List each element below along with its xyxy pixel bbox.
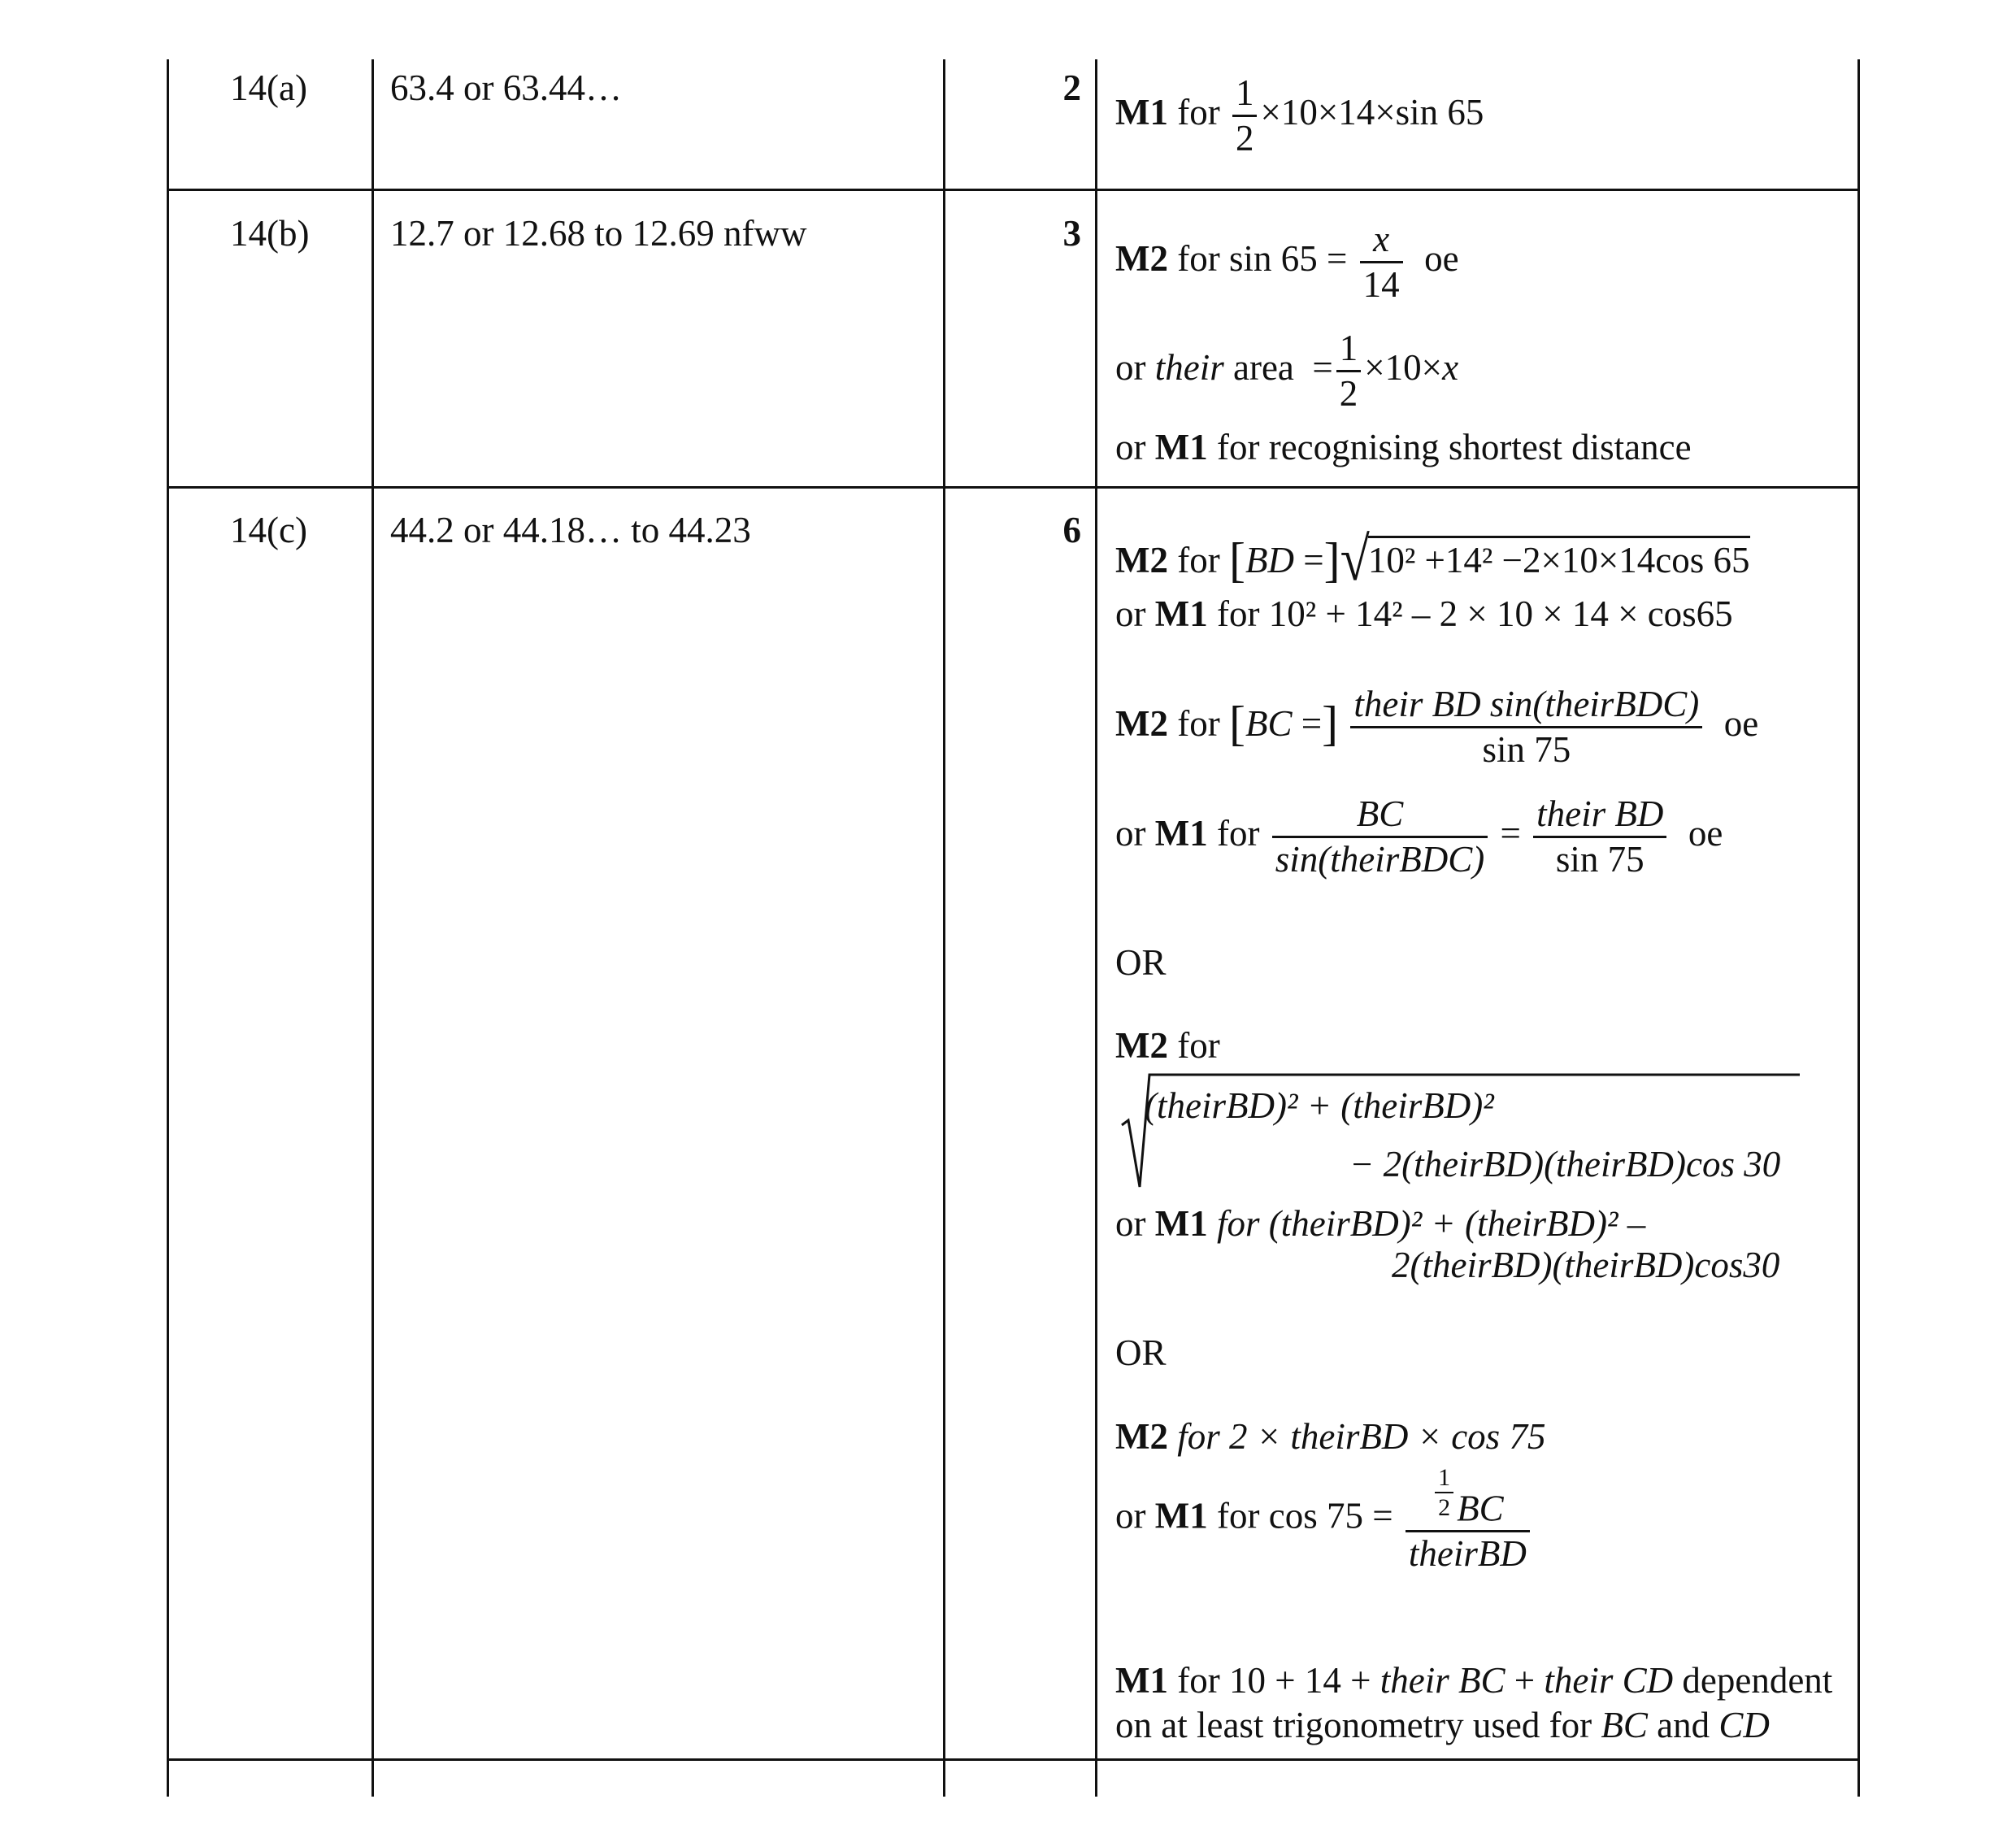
- fraction-numerator: x: [1360, 218, 1403, 263]
- fraction-half-small: $\frac{1}{2}$: [1435, 1463, 1453, 1523]
- guidance-italic: their CD: [1544, 1660, 1674, 1701]
- guidance-expression: ×10×14×sin 65: [1260, 91, 1484, 133]
- guidance-text: for 10² + 14² – 2 × 10 × 14 × cos65: [1216, 593, 1733, 634]
- question-number: 14(b): [230, 213, 310, 254]
- mark-code: M1: [1154, 1203, 1208, 1244]
- guidance-text: and: [1657, 1705, 1710, 1745]
- guidance-text: or: [1115, 812, 1146, 854]
- radicand-line-1: (theirBD)² + (theirBD)²: [1145, 1085, 1494, 1126]
- guidance-text: or: [1115, 427, 1146, 467]
- guidance-line-m1-cosine: [1115, 593, 1733, 634]
- fraction-denominator: sin 75: [1482, 729, 1571, 771]
- guidance-text: for recognising shortest distance: [1216, 427, 1692, 467]
- guidance-text: for: [1177, 237, 1220, 279]
- guidance-expression: sin 65 =: [1228, 237, 1348, 279]
- fraction-cos: [1406, 1463, 1530, 1576]
- guidance-text: or: [1115, 593, 1146, 634]
- guidance-text: or: [1115, 1203, 1146, 1244]
- mark-code: M2: [1115, 540, 1168, 580]
- guidance-line-cosine-rule: [1115, 525, 1750, 594]
- guidance-expression: =: [1292, 702, 1323, 744]
- guidance-text: for: [1177, 540, 1220, 580]
- fraction-bc-ratio: [1272, 793, 1488, 881]
- square-root-icon: √: [1340, 525, 1370, 594]
- guidance-line-area: [1115, 327, 1458, 415]
- fraction-bd-ratio: [1533, 793, 1666, 881]
- guidance-line-m1-alt-cont: 2(theirBD)(theirBD)cos30: [1392, 1245, 1780, 1285]
- fraction-half: [1336, 327, 1362, 415]
- guidance-text: or: [1115, 1495, 1146, 1536]
- guidance-text: area: [1233, 346, 1294, 388]
- fraction-denominator: 14: [1362, 264, 1400, 306]
- marks-cell: 3: [1062, 213, 1081, 254]
- table-border-left: [167, 59, 169, 1797]
- guidance-line-m1-sine: [1115, 793, 1723, 881]
- mark-code: M1: [1115, 91, 1168, 133]
- guidance-italic: x: [1442, 346, 1459, 388]
- mark-code: M1: [1154, 427, 1208, 467]
- mark-code: M2: [1115, 237, 1168, 279]
- column-divider-answer: [371, 59, 374, 1797]
- table-border-bottom: [167, 1758, 1857, 1761]
- guidance-italic: BD: [1245, 540, 1294, 580]
- fraction-sine-rule: [1350, 683, 1702, 771]
- table-border-right: [1857, 59, 1860, 1797]
- guidance-text: for: [1216, 812, 1260, 854]
- row-divider-b-c: [167, 486, 1857, 489]
- fraction-denominator: 2: [1339, 373, 1358, 415]
- guidance-text: on at least trigonometry used for: [1115, 1705, 1592, 1745]
- question-number: 14(c): [230, 510, 307, 550]
- guidance-line-final-m1-cont: [1115, 1707, 1770, 1744]
- guidance-text: for: [1177, 702, 1220, 744]
- marks-cell: 2: [1062, 67, 1081, 108]
- guidance-line-m1-alt: [1115, 1203, 1646, 1244]
- guidance-line-m2: [1115, 218, 1459, 306]
- guidance-text: for 10 + 14 +: [1177, 1660, 1371, 1701]
- mark-code: M1: [1154, 812, 1208, 854]
- fraction-numerator: 1: [1232, 72, 1258, 117]
- guidance-text: dependent: [1682, 1660, 1833, 1701]
- answer-cell: 63.4 or 63.44…: [390, 67, 622, 108]
- or-separator: OR: [1115, 1332, 1167, 1373]
- guidance-text: for: [1177, 91, 1220, 133]
- guidance-line-final-m1: [1115, 1662, 1832, 1699]
- guidance-italic: CD: [1718, 1705, 1770, 1745]
- radicand-line-2: − 2(theirBD)(theirBD)cos 30: [1349, 1144, 1781, 1184]
- mark-code: M2: [1115, 702, 1168, 744]
- mark-code: M1: [1115, 1660, 1168, 1701]
- guidance-expression: ×10×: [1364, 346, 1443, 388]
- bracket-open: [: [1228, 533, 1245, 587]
- guidance-cell: [1115, 72, 1484, 160]
- fraction-denominator: sin 75: [1555, 839, 1645, 880]
- marks-cell: 6: [1062, 510, 1081, 550]
- bracket-close: ]: [1322, 696, 1339, 750]
- guidance-text: or: [1115, 346, 1146, 388]
- fraction-denominator: theirBD: [1408, 1533, 1527, 1575]
- guidance-line-m2-alt: [1115, 1025, 1220, 1066]
- guidance-text: oe: [1424, 237, 1459, 279]
- guidance-line-m1-alt3: [1115, 1463, 1533, 1576]
- fraction-numerator: 1: [1336, 327, 1362, 372]
- guidance-text: +: [1514, 1660, 1536, 1701]
- guidance-italic: BC: [1601, 1705, 1648, 1745]
- mark-code: M2: [1115, 1025, 1168, 1066]
- bracket-close: ]: [1323, 533, 1340, 587]
- answer-cell: 12.7 or 12.68 to 12.69 nfww: [390, 213, 807, 254]
- mark-code: M1: [1154, 593, 1208, 634]
- column-divider-marks: [943, 59, 945, 1797]
- guidance-italic: their: [1154, 346, 1224, 388]
- guidance-text: for 2 × theirBD × cos 75: [1177, 1416, 1546, 1457]
- guidance-italic: their BC: [1379, 1660, 1505, 1701]
- guidance-italic: BC: [1245, 702, 1293, 744]
- row-divider-a-b: [167, 189, 1857, 191]
- fraction-numerator: $\frac{1}{2}$ BC: [1406, 1463, 1530, 1532]
- guidance-expression: cos 75 =: [1268, 1495, 1393, 1536]
- guidance-line-m2-alt3: [1115, 1416, 1546, 1457]
- mark-code: M2: [1115, 1416, 1168, 1457]
- fraction-denominator: 2: [1235, 118, 1254, 159]
- mark-code: M1: [1154, 1495, 1208, 1536]
- guidance-text: for (theirBD)² + (theirBD)² –: [1216, 1203, 1646, 1244]
- guidance-expression: =: [1312, 346, 1333, 388]
- radicand: 10² +14² −2×10×14cos 65: [1368, 536, 1750, 580]
- answer-cell: 44.2 or 44.18… to 44.23: [390, 510, 751, 550]
- guidance-expression: =: [1500, 812, 1521, 854]
- fraction-numerator: their BD sin(theirBDC): [1350, 683, 1702, 728]
- guidance-text: oe: [1688, 812, 1723, 854]
- or-separator: OR: [1115, 942, 1167, 983]
- fraction-numerator: BC: [1272, 793, 1488, 838]
- column-divider-guidance: [1095, 59, 1097, 1797]
- fraction-numerator: their BD: [1533, 793, 1666, 838]
- guidance-text: for: [1177, 1025, 1220, 1066]
- guidance-line-m1: [1115, 429, 1692, 466]
- guidance-text: for: [1216, 1495, 1260, 1536]
- guidance-line-sine-rule: [1115, 683, 1758, 771]
- guidance-text: oe: [1723, 702, 1759, 744]
- question-number: 14(a): [230, 67, 307, 108]
- fraction-denominator: sin(theirBDC): [1275, 839, 1485, 880]
- fraction-x-over-14: [1360, 218, 1403, 306]
- guidance-expression: =: [1293, 540, 1324, 580]
- bracket-open: [: [1228, 696, 1245, 750]
- fraction-half: [1232, 72, 1258, 160]
